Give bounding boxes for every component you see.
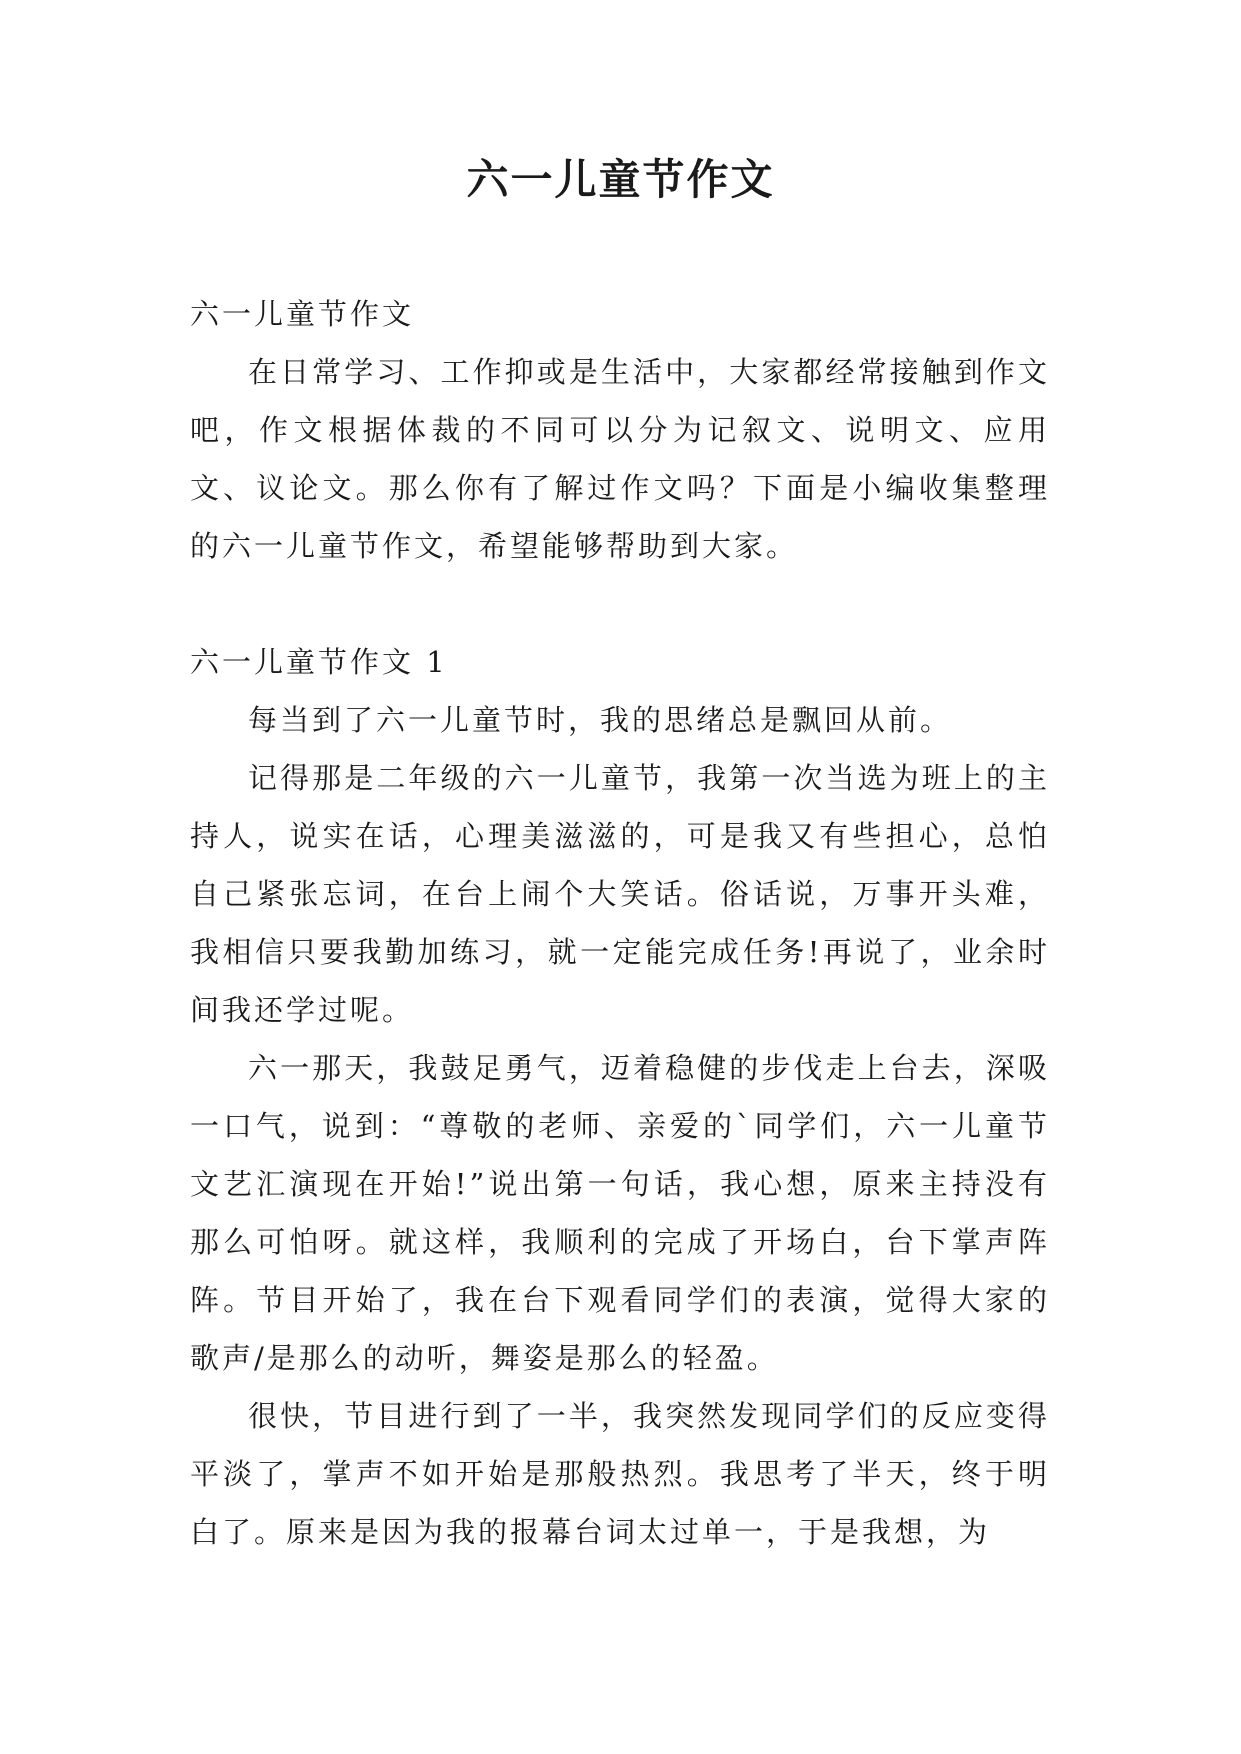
section-heading: 六一儿童节作文 1 <box>190 645 448 679</box>
section-spacer <box>190 575 1050 633</box>
intro-heading: 六一儿童节作文 <box>190 297 415 331</box>
body-paragraph: 记得那是二年级的六一儿童节，我第一次当选为班上的主持人，说实在话，心理美滋滋的，可是我又有些担心，总怕自己紧张忘词，在台上闹个大笑话。俗话说，万事开头难，我相信只要我勤加练习，就一定能完成任务!再说了，业余时间我还学过呢。 <box>190 761 1050 1027</box>
body-paragraph: 很快，节目进行到了一半，我突然发现同学们的反应变得平淡了，掌声不如开始是那般热烈。我思考了半天，终于明白了。原来是因为我的报幕台词太过单一，于是我想，为 <box>190 1399 1050 1549</box>
document-body <box>190 285 1050 1561</box>
body-paragraph: 六一那天，我鼓足勇气，迈着稳健的步伐走上台去，深吸一口气，说到：“尊敬的老师、亲爱的`同学们，六一儿童节文艺汇演现在开始!”说出第一句话，我心想，原来主持没有那么可怕呀。就这样，我顺利的完成了开场白，台下掌声阵阵。节目开始了，我在台下观看同学们的表演，觉得大家的歌声/是那么的动听，舞姿是那么的轻盈。 <box>190 1051 1050 1375</box>
document-title: 六一儿童节作文 <box>466 155 775 204</box>
intro-paragraph: 在日常学习、工作抑或是生活中，大家都经常接触到作文吧，作文根据体裁的不同可以分为记叙文、说明文、应用文、议论文。那么你有了解过作文吗？下面是小编收集整理的六一儿童节作文，希望能够帮助到大家。 <box>190 355 1050 563</box>
body-paragraph: 每当到了六一儿童节时，我的思绪总是飘回从前。 <box>248 703 953 737</box>
